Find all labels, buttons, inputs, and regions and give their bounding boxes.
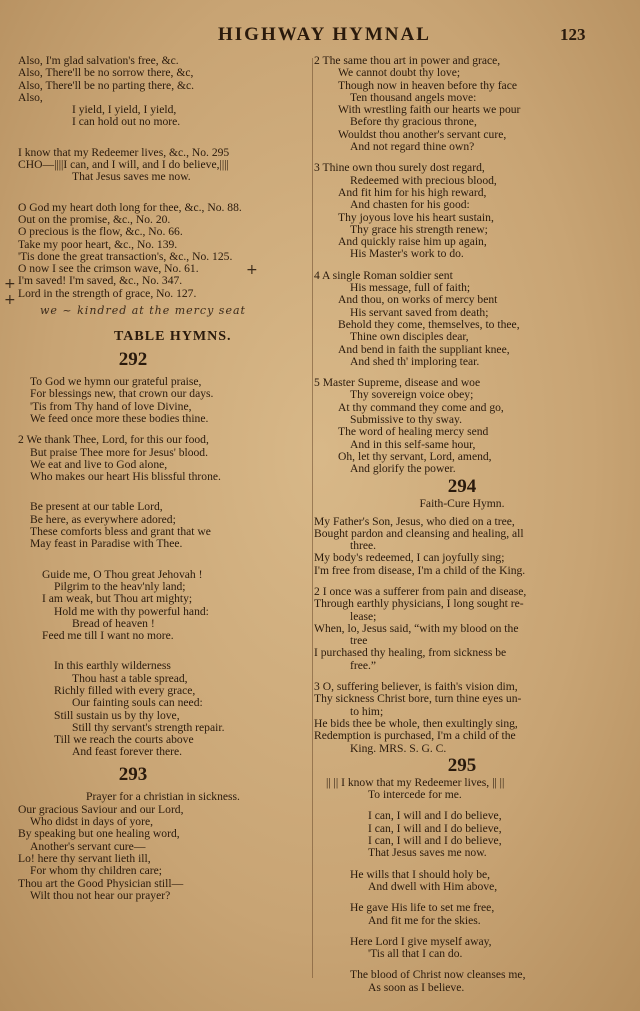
text-line: 3 O, suffering believer, is faith's vision dim,: [314, 680, 518, 694]
text-line: At thy command they come and go,: [338, 400, 504, 414]
text-line: And glorify the power.: [350, 462, 456, 476]
text-line: lease;: [350, 609, 377, 623]
text-line: Through earthly physicians, I long sought re-: [314, 597, 524, 611]
text-line: Though now in heaven before thy face: [338, 78, 517, 92]
text-line: Here Lord I give myself away,: [350, 934, 492, 948]
text-line: The word of healing mercy send: [338, 425, 489, 439]
text-line: Thy sickness Christ bore, turn thine eyes un-: [314, 692, 522, 706]
text-line: 4 A single Roman soldier sent: [314, 268, 453, 282]
text-line: He gave His life to set me free,: [350, 901, 495, 915]
text-line: And dwell with Him above,: [368, 879, 498, 893]
text-line: 3 Thine own thou surely dost regard,: [314, 161, 485, 175]
text-line: 5 Master Supreme, disease and woe: [314, 376, 481, 390]
margin-plus-mark: +: [4, 292, 16, 308]
text-line: three.: [350, 539, 377, 553]
text-line: Behold they come, themselves, to thee,: [338, 317, 520, 331]
text-line: O now I see the crimson wave, No. 61.: [18, 262, 199, 276]
text-line: Still sustain us by thy love,: [54, 708, 180, 722]
text-line: And bend in faith the suppliant knee,: [338, 342, 510, 356]
text-line: Also, I'm glad salvation's free, &c.: [18, 54, 179, 67]
text-line: In this earthly wilderness: [54, 659, 171, 673]
text-line: Also, There'll be no sorrow there, &c,: [18, 66, 194, 80]
text-line: And in this self-same hour,: [350, 437, 476, 451]
text-line: Lord in the strength of grace, No. 127.: [18, 286, 197, 300]
text-line: Thy joyous love his heart sustain,: [338, 210, 494, 224]
text-line: Before thy gracious throne,: [350, 115, 477, 129]
text-line: My body's redeemed, I can joyfully sing;: [314, 551, 505, 565]
text-line: O precious is the flow, &c., No. 66.: [18, 225, 183, 239]
handwritten-note: we ~ kindred at the mercy seat: [40, 304, 246, 318]
text-line: Thy grace his strength renew;: [350, 222, 488, 236]
hymn-number: 295: [447, 754, 477, 776]
text-line: And thou, on works of mercy bent: [338, 293, 498, 307]
text-line: Our gracious Saviour and our Lord,: [18, 802, 184, 816]
margin-plus-mark: +: [4, 276, 16, 292]
text-line: And not regard thine own?: [350, 140, 475, 154]
text-line: That Jesus saves me now.: [72, 170, 191, 184]
text-line: Thy sovereign voice obey;: [350, 388, 474, 402]
margin-plus-mark: +: [246, 262, 258, 278]
text-line: CHO—||||I can, and I will, and I do believe,||||: [18, 158, 229, 172]
text-line: And fit him for his high reward,: [338, 185, 487, 199]
text-line: That Jesus saves me now.: [368, 846, 487, 860]
text-line: 2 I once was a sufferer from pain and disease,: [314, 584, 527, 598]
text-line: Be present at our table Lord,: [30, 500, 163, 514]
text-line: By speaking but one healing word,: [18, 827, 180, 841]
column-divider: [312, 58, 313, 978]
text-line: Hold me with thy powerful hand:: [54, 604, 209, 618]
text-line: Who didst in days of yore,: [30, 815, 154, 829]
text-line: And fit me for the skies.: [368, 913, 481, 927]
text-line: 'Tis done the great transaction's, &c., No. 125.: [18, 249, 233, 263]
text-line: Bread of heaven !: [72, 616, 155, 630]
text-line: Also, There'll be no parting there, &c.: [18, 78, 195, 92]
text-line: We eat and live to God alone,: [30, 457, 168, 471]
text-line: Our fainting souls can need:: [72, 696, 203, 710]
text-line: I am weak, but Thou art mighty;: [42, 592, 193, 606]
text-line: free.”: [350, 658, 377, 672]
text-line: I yield, I yield, I yield,: [72, 103, 177, 117]
text-line: To intercede for me.: [368, 788, 462, 802]
text-line: Submissive to thy sway.: [350, 413, 462, 427]
text-line: And feast forever there.: [72, 745, 183, 759]
hymn-subtitle: Faith-Cure Hymn.: [419, 496, 505, 510]
text-line: For blessings new, that crown our days.: [30, 387, 214, 401]
text-line: For whom thy children care;: [30, 864, 163, 878]
text-line: Wouldst thou another's servant cure,: [338, 127, 507, 141]
text-line: As soon as I believe.: [368, 980, 465, 994]
text-line: And chasten for his good:: [350, 198, 470, 212]
text-line: Pilgrim to the heav'nly land;: [54, 579, 186, 593]
text-line: Still thy servant's strength repair.: [72, 720, 225, 734]
text-line: || || I know that my Redeemer lives, || ||: [326, 775, 505, 789]
text-line: With wrestling faith our hearts we pour: [338, 103, 521, 117]
text-line: Thine own disciples dear,: [350, 330, 469, 344]
text-line: These comforts bless and grant that we: [30, 525, 211, 539]
left-column: [18, 55, 308, 902]
text-line: Who makes our heart His blissful throne.: [30, 470, 221, 484]
text-line: Be here, as everywhere adored;: [30, 512, 176, 526]
text-line: He wills that I should holy be,: [350, 867, 491, 881]
text-line: tree: [350, 634, 368, 648]
text-line: 'Tis from Thy hand of love Divine,: [30, 399, 192, 413]
text-line: I know that my Redeemer lives, &c., No. 295: [18, 145, 230, 159]
text-line: Thou art the Good Physician still—: [18, 876, 184, 890]
page-number: 123: [560, 25, 586, 44]
text-line: May feast in Paradise with Thee.: [30, 537, 183, 551]
text-line: Take my poor heart, &c., No. 139.: [18, 237, 178, 251]
text-line: His message, full of faith;: [350, 281, 471, 295]
text-line: Bought pardon and cleansing and healing, all: [314, 526, 524, 540]
text-line: Feed me till I want no more.: [42, 629, 174, 643]
text-line: I can hold out no more.: [72, 115, 181, 129]
text-line: His servant saved from death;: [350, 305, 489, 319]
hymn-subtitle: Prayer for a christian in sickness.: [86, 789, 240, 803]
text-line: Another's servant cure—: [30, 839, 146, 853]
text-line: I'm saved! I'm saved, &c., No. 347.: [18, 274, 183, 288]
text-line: Richly filled with every grace,: [54, 683, 196, 697]
text-line: Guide me, O Thou great Jehovah !: [42, 567, 203, 581]
text-line: O God my heart doth long for thee, &c., No. 88.: [18, 200, 242, 214]
text-line: Thou hast a table spread,: [72, 671, 188, 685]
text-line: Redemption is purchased, I'm a child of the: [314, 729, 516, 743]
text-line: Also,: [18, 90, 43, 104]
text-line: Lo! here thy servant lieth ill,: [18, 851, 151, 865]
text-line: But praise Thee more for Jesus' blood.: [30, 445, 208, 459]
text-line: Wilt thou not hear our prayer?: [30, 888, 171, 902]
text-line: We feed once more these bodies thine.: [30, 411, 209, 425]
text-line: Oh, let thy servant, Lord, amend,: [338, 449, 492, 463]
text-line: The blood of Christ now cleanses me,: [350, 968, 526, 982]
text-line: My Father's Son, Jesus, who died on a tree,: [314, 514, 515, 528]
text-line: King. MRS. S. G. C.: [350, 741, 447, 755]
page-title: HIGHWAY HYMNAL: [218, 24, 431, 45]
text-line: Ten thousand angels move:: [350, 90, 477, 104]
text-line: I can, I will and I do believe,: [368, 809, 502, 823]
text-line: I purchased thy healing, from sickness be: [314, 646, 507, 660]
text-line: And quickly raise him up again,: [338, 235, 487, 249]
hymn-number: 292: [118, 349, 148, 371]
text-line: I can, I will and I do believe,: [368, 834, 502, 848]
hymn-number: 293: [118, 763, 148, 785]
hymn-number: 294: [447, 475, 477, 497]
text-line: We cannot doubt thy love;: [338, 66, 461, 80]
text-line: His Master's work to do.: [350, 247, 464, 261]
text-line: 2 The same thou art in power and grace,: [314, 54, 501, 67]
text-line: 'Tis all that I can do.: [368, 947, 463, 961]
text-line: Redeemed with precious blood,: [350, 173, 497, 187]
text-line: Out on the promise, &c., No. 20.: [18, 212, 171, 226]
text-line: He bids thee be whole, then exultingly sing,: [314, 716, 518, 730]
text-line: And shed th' imploring tear.: [350, 354, 480, 368]
text-line: Till we reach the courts above: [54, 733, 194, 747]
right-column: [314, 55, 610, 994]
page-header: [0, 24, 640, 48]
section-heading: TABLE HYMNS.: [114, 329, 232, 345]
text-line: To God we hymn our grateful praise,: [30, 375, 202, 389]
text-line: When, lo, Jesus said, “with my blood on the: [314, 621, 519, 635]
text-line: to him;: [350, 704, 384, 718]
text-line: I can, I will and I do believe,: [368, 821, 502, 835]
text-line: I'm free from disease, I'm a child of the King.: [314, 563, 526, 577]
text-line: 2 We thank Thee, Lord, for this our food,: [18, 433, 209, 447]
